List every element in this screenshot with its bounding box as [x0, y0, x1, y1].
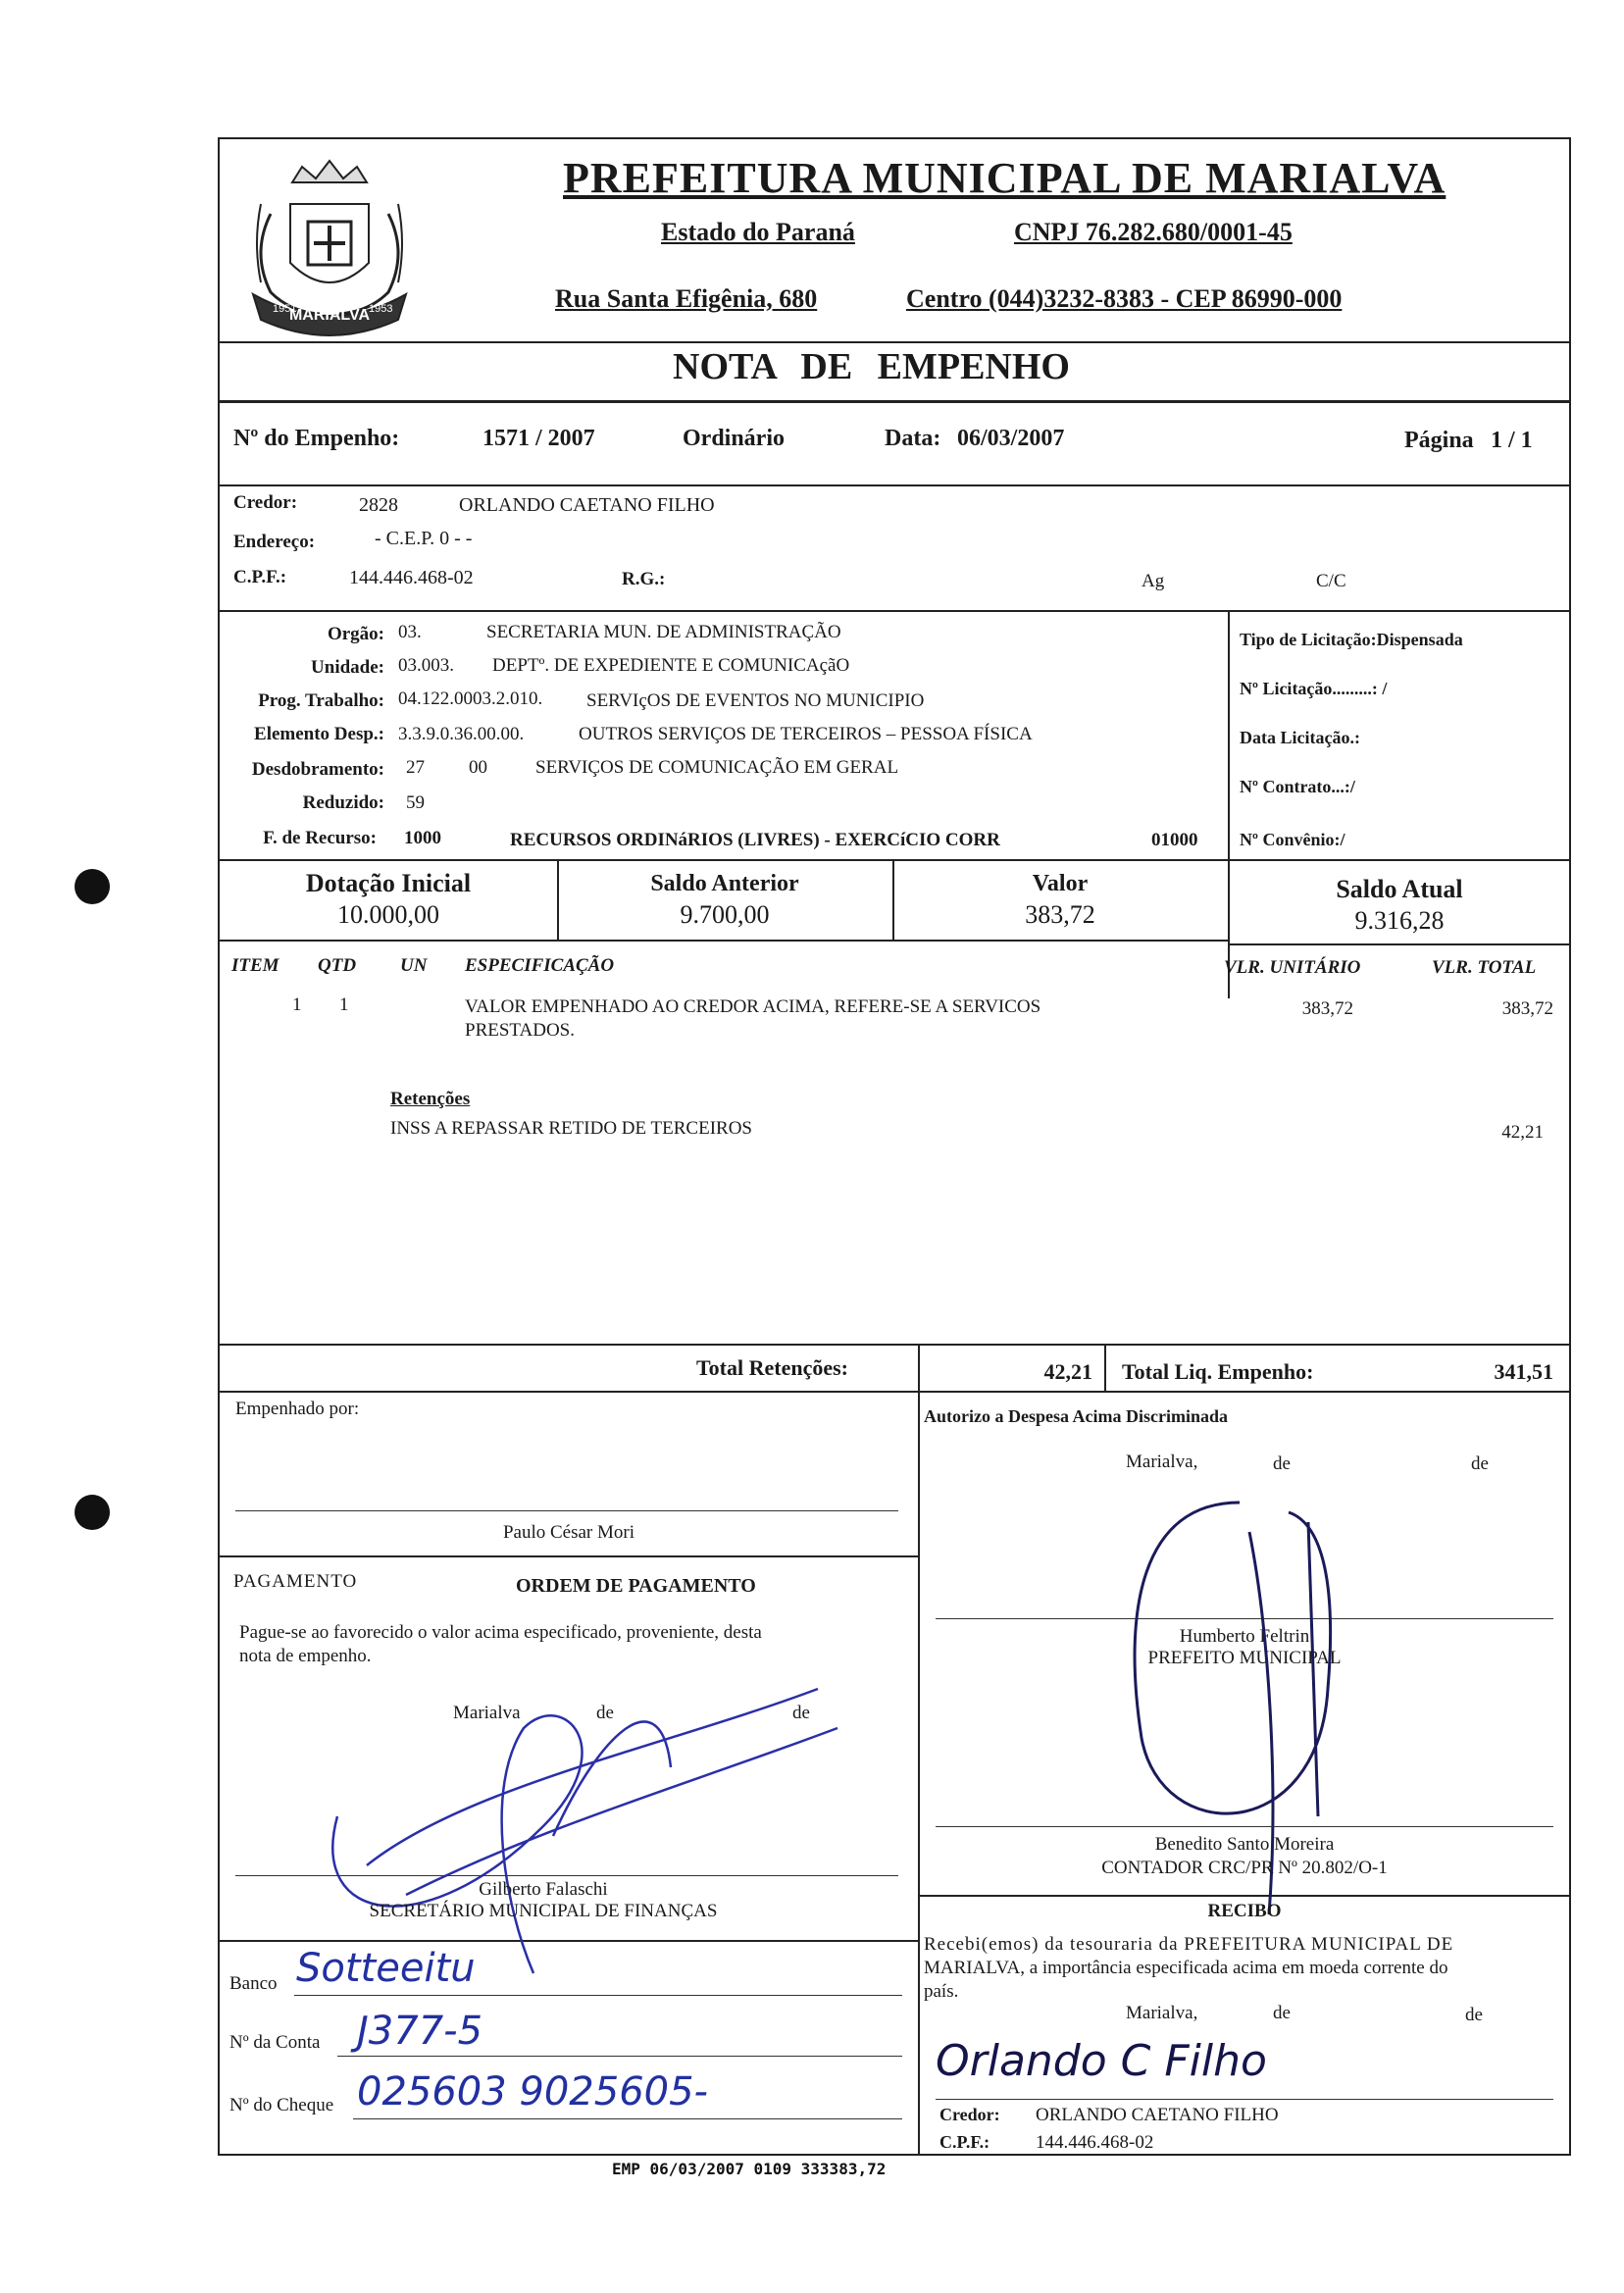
document-title: NOTA DE EMPENHO [673, 346, 1070, 387]
cnpj: CNPJ 76.282.680/0001-45 [1014, 218, 1293, 246]
elemento-code: 3.3.9.0.36.00.00. [398, 724, 525, 744]
punch-hole-top [75, 869, 110, 904]
retencao-desc: INSS A REPASSAR RETIDO DE TERCEIROS [390, 1118, 752, 1139]
dotacao-value: 10.000,00 [337, 900, 439, 929]
unidade-desc: DEPTº. DE EXPEDIENTE E COMUNICAçãO [492, 655, 850, 676]
municipal-coat-of-arms [231, 145, 428, 341]
orgao-label: Orgão: [327, 624, 384, 644]
page-number: 1 / 1 [1491, 428, 1533, 453]
total-liquido-value: 341,51 [1494, 1359, 1553, 1384]
autorizo-date-place: Marialva, [1126, 1452, 1198, 1472]
prefeito-name: Humberto Feltrin [1179, 1626, 1310, 1647]
cheque-label: Nº do Cheque [229, 2095, 334, 2115]
empenhado-por-label: Empenhado por: [235, 1399, 360, 1419]
unidade-code: 03.003. [398, 655, 454, 676]
recurso-code: 1000 [404, 828, 441, 848]
col-qtd: QTD [318, 955, 357, 976]
recurso-label: F. de Recurso: [263, 828, 377, 848]
licitacao-numero: Nº Licitação.........: / [1240, 679, 1388, 698]
cheque-value: 025603 9025605- [357, 2069, 708, 2115]
orgao-desc: SECRETARIA MUN. DE ADMINISTRAÇÃO [486, 622, 841, 642]
pagamento-label: PAGAMENTO [233, 1571, 358, 1592]
item-unit-value: 383,72 [1301, 998, 1353, 1019]
orgao-code: 03. [398, 622, 422, 642]
contador-role: CONTADOR CRC/PR Nº 20.802/O-1 [1101, 1858, 1388, 1878]
municipality-title: PREFEITURA MUNICIPAL DE MARIALVA [563, 154, 1446, 202]
recibo-de-1: de [1273, 2003, 1291, 2023]
pagamento-text-line2: nota de empenho. [239, 1646, 372, 1666]
cpf-value: 144.446.468-02 [349, 567, 474, 588]
col-spec: ESPECIFICAÇÃO [465, 955, 615, 976]
recibo-cpf-label: C.P.F.: [939, 2132, 990, 2152]
item-spec-line2: PRESTADOS. [465, 1020, 575, 1041]
district-phone-cep: Centro (044)3232-8383 - CEP 86990-000 [906, 284, 1343, 313]
item-spec-line1: VALOR EMPENHADO AO CREDOR ACIMA, REFERE-SE A SERVICOS [465, 996, 1041, 1017]
autorizo-label: Autorizo a Despesa Acima Discriminada [924, 1406, 1228, 1426]
desdobramento-label: Desdobramento: [251, 759, 384, 780]
cc-label: C/C [1316, 571, 1346, 591]
recurso-suffix: 01000 [1151, 830, 1198, 850]
desdobramento-code: 27 [406, 757, 425, 778]
unidade-label: Unidade: [311, 657, 384, 678]
total-liquido-label: Total Liq. Empenho: [1122, 1359, 1314, 1384]
valor-label: Valor [1032, 871, 1089, 896]
rg-label: R.G.: [622, 569, 666, 589]
banco-label: Banco [229, 1973, 278, 1994]
recibo-line1: Recebi(emos) da tesouraria da PREFEITURA MUNICIPAL DE [924, 1934, 1454, 1955]
seal-text: MARIALVA [288, 307, 371, 324]
col-item: ITEM [231, 955, 279, 976]
credor-signature: Orlando C Filho [936, 2036, 1267, 2086]
contrato-number: Nº Contrato...:/ [1240, 777, 1355, 796]
recibo-credor-label: Credor: [939, 2105, 1000, 2124]
convenio-number: Nº Convênio:/ [1240, 830, 1345, 849]
total-retencoes-value: 42,21 [1043, 1359, 1092, 1384]
prog-trabalho-code: 04.122.0003.2.010. [398, 688, 543, 709]
empenho-form [218, 137, 1571, 2156]
saldo-anterior-value: 9.700,00 [680, 900, 770, 929]
col-un: UN [400, 955, 428, 976]
valor-value: 383,72 [1025, 900, 1095, 929]
licitacao-tipo: Tipo de Licitação:Dispensada [1240, 630, 1463, 649]
processing-stamp [612, 2160, 886, 2178]
empenho-date: 06/03/2007 [957, 426, 1065, 451]
recibo-de-2: de [1465, 2005, 1483, 2025]
credor-label: Credor: [233, 492, 298, 513]
recurso-desc: RECURSOS ORDINáRIOS (LIVRES) - EXERCíCIO CORR [510, 830, 1000, 850]
elemento-label: Elemento Desp.: [254, 724, 384, 744]
contador-name: Benedito Santo Moreira [1154, 1834, 1335, 1855]
saldo-anterior-label: Saldo Anterior [650, 871, 799, 896]
svg-text:1951: 1951 [273, 303, 297, 315]
conta-value: J377-5 [357, 2009, 483, 2054]
total-retencoes-label: Total Retenções: [696, 1355, 848, 1380]
empenho-number-label: Nº do Empenho: [233, 426, 400, 451]
address: Rua Santa Efigênia, 680 [555, 284, 818, 313]
item-qty: 1 [339, 994, 349, 1015]
autorizo-de-2: de [1471, 1453, 1489, 1474]
pagamento-de-1: de [596, 1703, 614, 1723]
conta-label: Nº da Conta [229, 2032, 321, 2053]
endereco-value: - C.E.P. 0 - - [375, 528, 473, 549]
punch-hole-bottom [75, 1495, 110, 1530]
endereco-label: Endereço: [233, 532, 316, 552]
elemento-desc: OUTROS SERVIÇOS DE TERCEIROS – PESSOA FÍSICA [579, 724, 1033, 744]
recibo-date-place: Marialva, [1126, 2003, 1198, 2023]
recibo-line2: MARIALVA, a importância especificada acima em moeda corrente do [924, 1958, 1448, 1978]
empenho-type: Ordinário [683, 426, 786, 451]
pagamento-date-place: Marialva [453, 1703, 521, 1723]
secretario-signature [308, 1669, 857, 1983]
page-label: Página [1404, 428, 1474, 453]
prefeito-role: PREFEITO MUNICIPAL [1147, 1648, 1342, 1668]
secretario-name: Gilberto Falaschi [479, 1879, 608, 1900]
banco-value: Sotteeitu [296, 1946, 476, 1991]
credor-code: 2828 [359, 494, 398, 516]
item-total-value: 383,72 [1501, 998, 1553, 1019]
retencoes-title: Retenções [390, 1089, 471, 1109]
secretario-role: SECRETÁRIO MUNICIPAL DE FINANÇAS [369, 1901, 718, 1921]
col-total-value: VLR. TOTAL [1432, 957, 1537, 978]
svg-text:1953: 1953 [369, 303, 393, 315]
empenhado-por-name: Paulo César Mori [502, 1522, 635, 1543]
item-number: 1 [292, 994, 302, 1015]
prog-trabalho-desc: SERVIçOS DE EVENTOS NO MUNICIPIO [586, 690, 925, 711]
pagamento-de-2: de [792, 1703, 810, 1723]
empenho-date-label: Data: [885, 426, 941, 451]
licitacao-data: Data Licitação.: [1240, 728, 1360, 747]
recibo-credor-value: ORLANDO CAETANO FILHO [1036, 2105, 1279, 2125]
recibo-title: RECIBO [1207, 1901, 1282, 1921]
stamp-text: EMP 06/03/2007 0109 333383,72 [612, 2160, 887, 2178]
autorizo-de-1: de [1273, 1453, 1291, 1474]
state-name: Estado do Paraná [661, 218, 855, 246]
pagamento-text-line1: Pague-se ao favorecido o valor acima especificado, proveniente, desta [239, 1622, 762, 1643]
recibo-cpf-value: 144.446.468-02 [1036, 2132, 1154, 2153]
recibo-line3: país. [924, 1981, 959, 2002]
reduzido-value: 59 [406, 792, 425, 813]
ordem-pagamento-label: ORDEM DE PAGAMENTO [516, 1575, 756, 1597]
retencao-value: 42,21 [1501, 1122, 1544, 1143]
cpf-label: C.P.F.: [233, 567, 287, 587]
dotacao-label: Dotação Inicial [305, 869, 472, 897]
col-unit-value: VLR. UNITÁRIO [1224, 957, 1361, 978]
ag-label: Ag [1142, 571, 1165, 591]
desdobramento-sub: 00 [469, 757, 487, 778]
saldo-atual-value: 9.316,28 [1354, 906, 1445, 935]
saldo-atual-label: Saldo Atual [1336, 875, 1463, 903]
prog-trabalho-label: Prog. Trabalho: [258, 690, 384, 711]
empenho-number: 1571 / 2007 [482, 426, 595, 451]
reduzido-label: Reduzido: [302, 792, 384, 813]
desdobramento-desc: SERVIÇOS DE COMUNICAÇÃO EM GERAL [535, 757, 899, 778]
credor-name: ORLANDO CAETANO FILHO [459, 494, 715, 516]
